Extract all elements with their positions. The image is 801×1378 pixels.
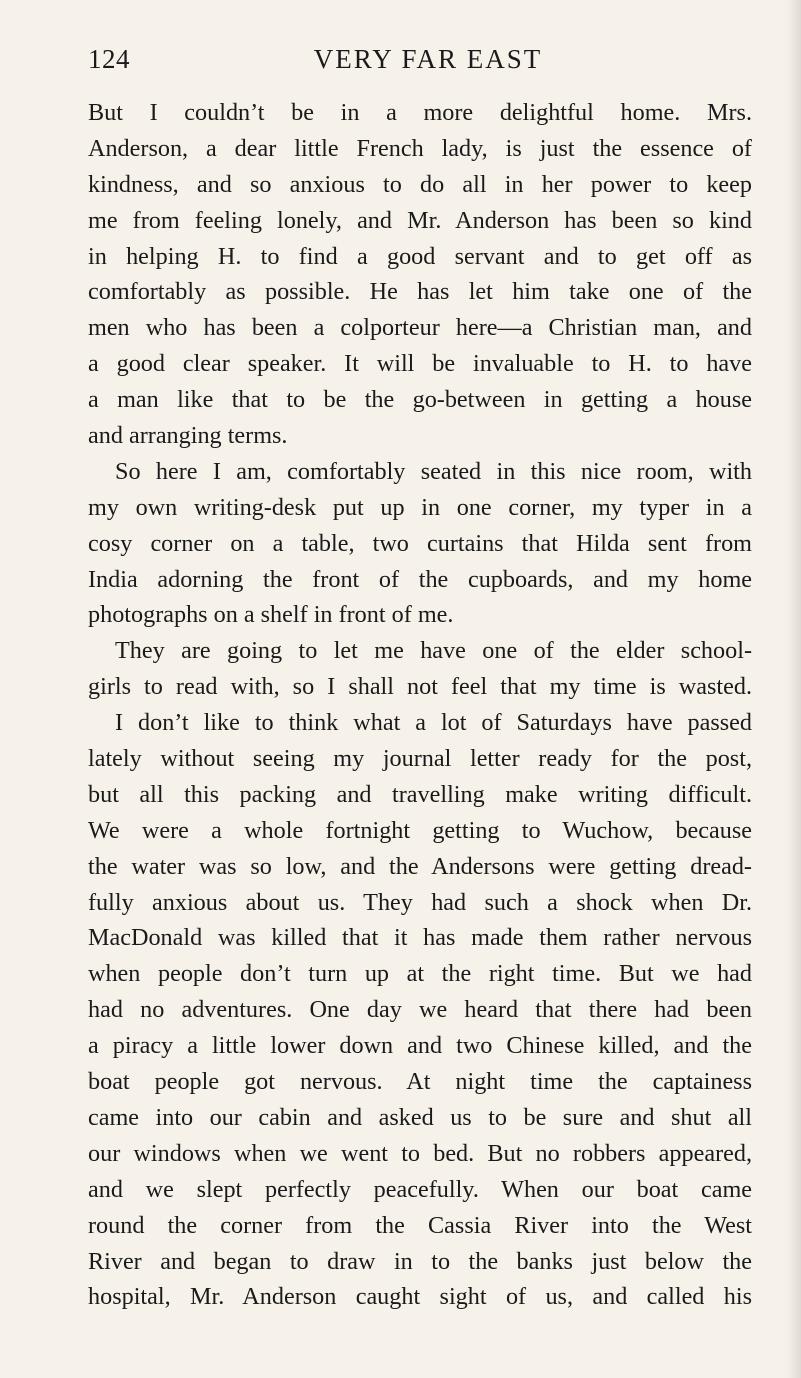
text-line: our windows when we went to bed. But no robbers appeared,: [88, 1139, 752, 1167]
text-line: We were a whole fortnight getting to Wuchow, because: [88, 816, 752, 844]
text-line: a good clear speaker. It will be invaluable to H. to have: [88, 350, 752, 378]
text-line: fully anxious about us. They had such a shock when Dr.: [88, 888, 752, 916]
page-header: [88, 44, 752, 84]
text-line: and we slept perfectly peacefully. When our boat came: [88, 1175, 752, 1203]
text-line: a piracy a little lower down and two Chinese killed, and the: [88, 1032, 752, 1060]
text-line: Anderson, a dear little French lady, is just the essence of: [88, 134, 752, 162]
page-edge-shadow: [787, 0, 801, 1378]
text-line: my own writing-desk put up in one corner, my typer in a: [88, 493, 752, 521]
text-line: comfortably as possible. He has let him take one of the: [88, 278, 752, 306]
page-number: 124: [88, 44, 130, 74]
text-line: the water was so low, and the Andersons were getting dread-: [88, 852, 752, 880]
text-line: when people don’t turn up at the right time. But we had: [88, 960, 752, 988]
text-line: a man like that to be the go-between in getting a house: [88, 386, 752, 414]
text-line: girls to read with, so I shall not feel that my time is wasted.: [88, 673, 752, 701]
text-line: River and began to draw in to the banks just below the: [88, 1247, 752, 1275]
body-text: [88, 95, 752, 1315]
text-line: India adorning the front of the cupboards, and my home: [88, 565, 752, 593]
text-line: men who has been a colporteur here—a Christian man, and: [88, 314, 752, 342]
text-line: They are going to let me have one of the elder school-: [115, 637, 752, 665]
text-line: round the corner from the Cassia River into the West: [88, 1211, 752, 1239]
text-line: lately without seeing my journal letter ready for the post,: [88, 745, 752, 773]
text-line: cosy corner on a table, two curtains that Hilda sent from: [88, 529, 752, 557]
text-line: in helping H. to find a good servant and to get off as: [88, 242, 752, 270]
text-line: had no adventures. One day we heard that there had been: [88, 996, 752, 1024]
text-line: But I couldn’t be in a more delightful home. Mrs.: [88, 99, 752, 126]
running-head: VERY FAR EAST: [313, 44, 543, 74]
text-line: hospital, Mr. Anderson caught sight of us, and called his: [88, 1283, 752, 1311]
text-line: photographs on a shelf in front of me.: [88, 601, 454, 629]
text-line: boat people got nervous. At night time the captainess: [88, 1068, 752, 1096]
text-line: but all this packing and travelling make writing difficult.: [88, 780, 752, 808]
text-line: and arranging terms.: [88, 422, 288, 450]
text-line: I don’t like to think what a lot of Saturdays have passed: [115, 709, 752, 737]
text-line: me from feeling lonely, and Mr. Anderson has been so kind: [88, 206, 752, 234]
text-line: came into our cabin and asked us to be sure and shut all: [88, 1103, 752, 1131]
text-line: kindness, and so anxious to do all in her power to keep: [88, 170, 752, 198]
text-line: MacDonald was killed that it has made them rather nervous: [88, 924, 752, 952]
text-line: So here I am, comfortably seated in this nice room, with: [115, 457, 752, 485]
